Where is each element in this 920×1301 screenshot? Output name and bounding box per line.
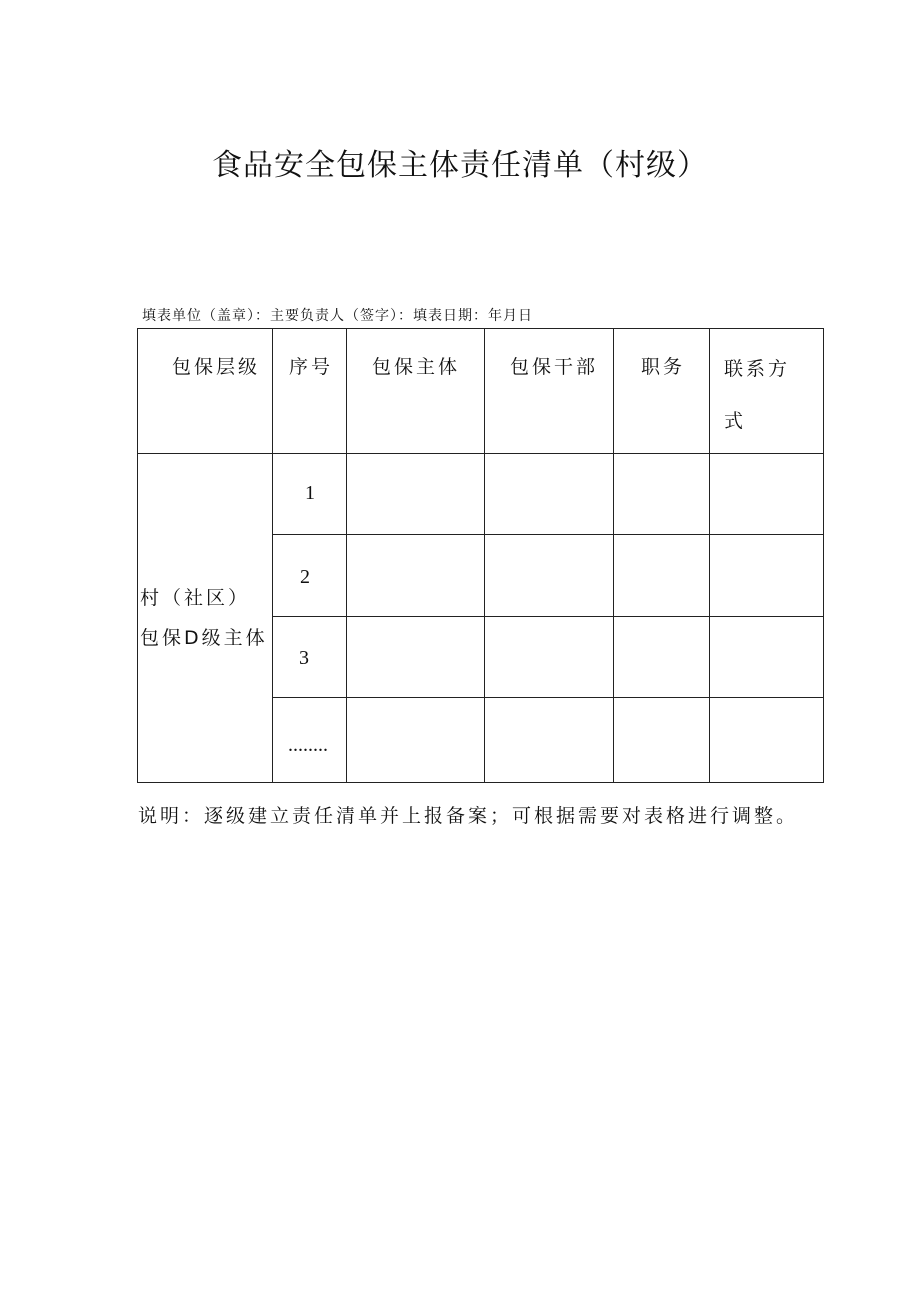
contact-cell — [710, 697, 824, 782]
contact-cell — [710, 454, 824, 535]
document-title: 食品安全包保主体责任清单（村级） — [212, 148, 708, 183]
duty-cell — [614, 535, 710, 616]
seq-cell — [273, 616, 347, 697]
header-cell-duty — [614, 329, 710, 454]
header-cell-subject — [347, 329, 485, 454]
level-value-cell: 村（社区）包保D级主体 — [138, 454, 273, 783]
footnote: 说明：逐级建立责任清单并上报备案；可根据需要对表格进行调整。 — [138, 805, 799, 827]
subject-cell — [347, 616, 485, 697]
seq-value: ........ — [288, 733, 328, 756]
seq-value: 3 — [299, 646, 309, 669]
table-row — [138, 454, 824, 535]
subject-cell — [347, 697, 485, 782]
duty-cell — [614, 697, 710, 782]
subject-cell — [347, 454, 485, 535]
header-cell-level — [138, 329, 273, 454]
header-seq: 序号 — [289, 356, 334, 378]
seq-cell — [273, 697, 347, 782]
seq-cell — [273, 454, 347, 535]
form-header-line: 填表单位（盖章）：主要负责人（签字）：填表日期：年月日 — [142, 308, 533, 324]
header-cell-cadre — [485, 329, 614, 454]
header-cadre: 包保干部 — [510, 356, 599, 378]
cadre-cell — [485, 454, 614, 535]
cadre-cell — [485, 535, 614, 616]
cadre-cell — [485, 616, 614, 697]
header-contact: 联系方式 — [724, 358, 791, 432]
responsibility-table — [137, 328, 824, 783]
header-subject: 包保主体 — [372, 356, 461, 378]
cadre-cell — [485, 697, 614, 782]
header-cell-seq — [273, 329, 347, 454]
header-cell-contact — [710, 329, 824, 454]
header-duty: 职务 — [641, 356, 686, 378]
contact-cell — [710, 535, 824, 616]
seq-cell — [273, 535, 347, 616]
header-level: 包保层级 — [172, 356, 261, 378]
contact-cell — [710, 616, 824, 697]
duty-cell — [614, 454, 710, 535]
subject-cell — [347, 535, 485, 616]
seq-value: 2 — [300, 565, 310, 588]
seq-value: 1 — [305, 482, 315, 505]
table-header-row — [138, 329, 824, 454]
duty-cell — [614, 616, 710, 697]
